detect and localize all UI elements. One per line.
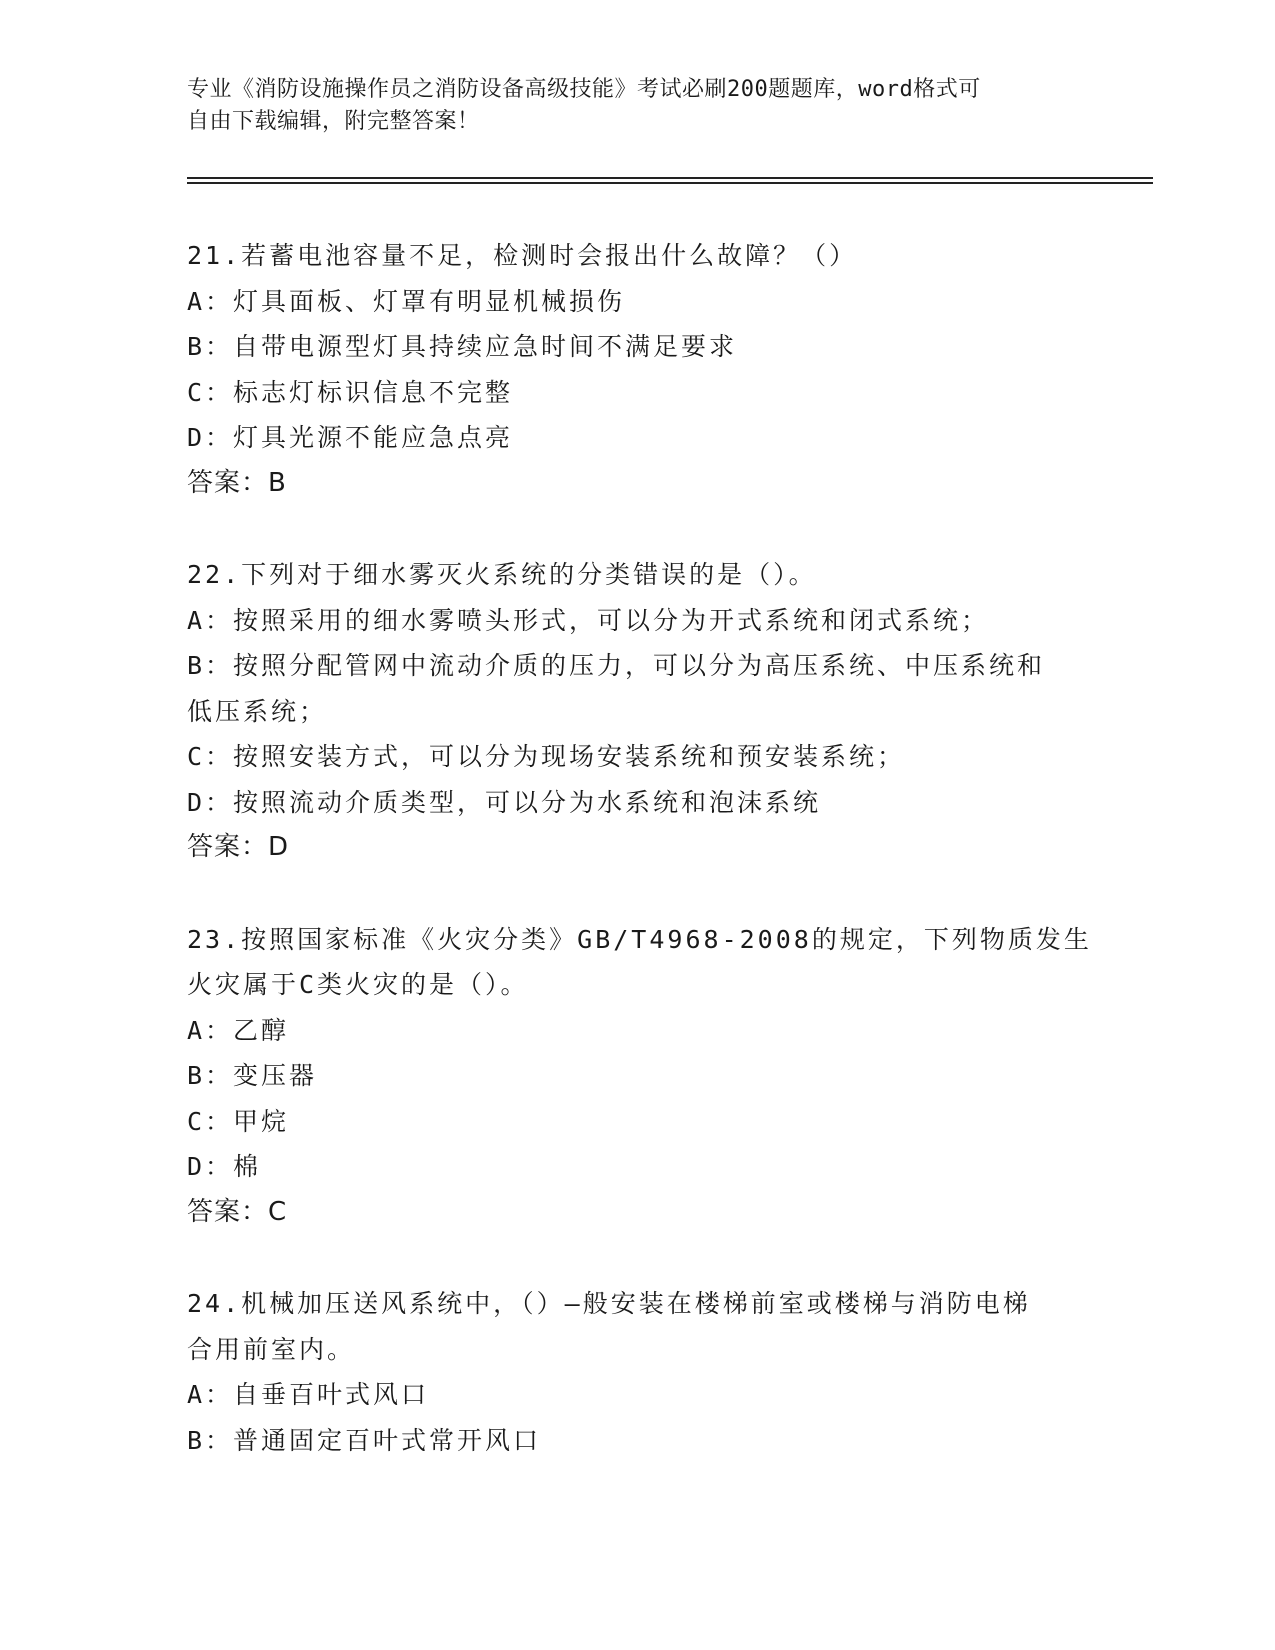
option-a: A：灯具面板、灯罩有明显机械损伤 <box>187 286 626 316</box>
option-d: D：按照流动介质类型，可以分为水系统和泡沫系统 <box>187 787 822 817</box>
question-24 <box>187 1281 1087 1463</box>
header-divider-bottom <box>187 182 1153 184</box>
option-d: D：棉 <box>187 1152 262 1181</box>
option-a: A：自垂百叶式风口 <box>187 1380 430 1409</box>
option-b: B：变压器 <box>187 1061 318 1090</box>
answer-line: 答案：C <box>187 1196 288 1227</box>
header-line-2: 自由下载编辑，附完整答案！ <box>187 109 480 134</box>
question-stem: 21.若蓄电池容量不足，检测时会报出什么故障？（） <box>187 241 858 270</box>
question-stem-continued: 火灾属于C类火灾的是（）。 <box>187 970 529 999</box>
document-header <box>187 74 1087 138</box>
question-stem-continued: 合用前室内。 <box>187 1334 356 1364</box>
question-stem: 23.按照国家标准《火灾分类》GB/T4968-2008的规定，下列物质发生 <box>187 924 1092 954</box>
question-22 <box>187 552 1087 871</box>
header-divider-top <box>187 177 1153 179</box>
header-line-1: 专业《消防设施操作员之消防设备高级技能》考试必刷200题题库，word格式可 <box>187 77 981 102</box>
option-a: A：按照采用的细水雾喷头形式，可以分为开式系统和闭式系统； <box>187 605 990 635</box>
option-b: B：普通固定百叶式常开风口 <box>187 1425 542 1455</box>
option-b: B：按照分配管网中流动介质的压力，可以分为高压系统、中压系统和 <box>187 651 1046 680</box>
question-23 <box>187 917 1092 1236</box>
option-d: D：灯具光源不能应急点亮 <box>187 423 514 452</box>
option-c: C：标志灯标识信息不完整 <box>187 377 514 407</box>
option-c: C：甲烷 <box>187 1106 290 1136</box>
answer-line: 答案：B <box>187 467 287 498</box>
question-stem: 22.下列对于细水雾灭火系统的分类错误的是（）。 <box>187 560 817 589</box>
option-b-continued: 低压系统； <box>187 696 328 726</box>
option-c: C：按照安装方式，可以分为现场安装系统和预安装系统； <box>187 742 906 771</box>
question-21 <box>187 233 1087 506</box>
option-b: B：自带电源型灯具持续应急时间不满足要求 <box>187 332 738 361</box>
answer-line: 答案：D <box>187 832 290 862</box>
question-list <box>187 233 1092 1509</box>
option-a: A：乙醇 <box>187 1015 290 1045</box>
question-stem: 24.机械加压送风系统中，（）—般安装在楼梯前室或楼梯与消防电梯 <box>187 1289 1031 1318</box>
